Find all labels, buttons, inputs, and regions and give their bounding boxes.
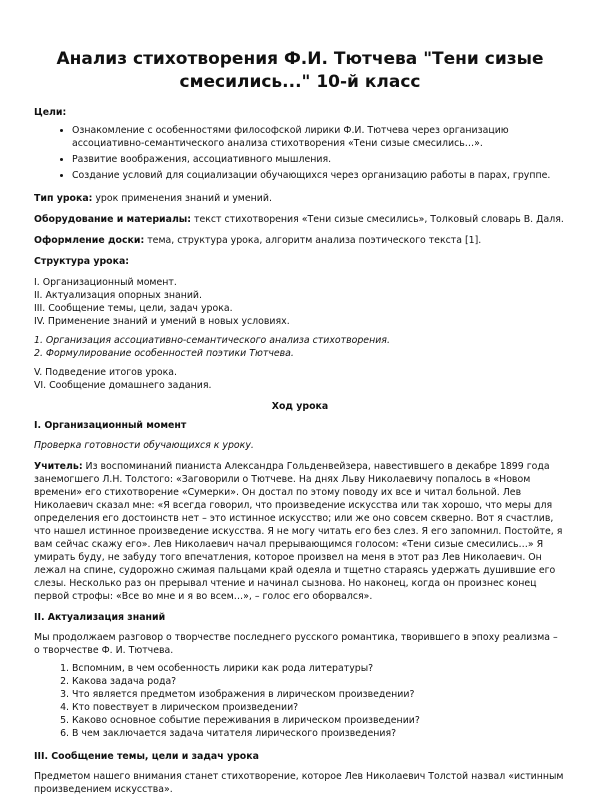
substage-item: 1. Организация ассоциативно-семантического анализа стихотворения.	[34, 335, 390, 346]
section-heading: I. Организационный момент	[34, 420, 187, 431]
lesson-type	[34, 192, 566, 205]
section-heading: II. Актуализация знаний	[34, 612, 166, 623]
goal-item: • Ознакомление с особенностями философской лирики Ф.И. Тютчева через организацию ассоциативно-семантического анализа стихотворения «Тени сизые смесились…».	[72, 124, 566, 150]
lesson-structure	[34, 255, 566, 392]
stage-item: IV. Применение знаний и умений в новых условиях.	[34, 316, 290, 327]
equipment-value: текст стихотворения «Тени сизые смесились», Толковый словарь В. Даля.	[191, 214, 564, 225]
readiness-check: Проверка готовности обучающихся к уроку.	[34, 440, 254, 451]
stage-item: V. Подведение итогов урока.	[34, 367, 178, 378]
equipment	[34, 213, 566, 226]
stage-item: III. Сообщение темы, цели, задач урока.	[34, 303, 233, 314]
document-title: Анализ стихотворения Ф.И. Тютчева "Тени сизые смесились..." 10-й класс	[56, 49, 544, 92]
goal-item: • Создание условий для социализации обучающихся через организацию работы в парах, группе.	[72, 169, 566, 182]
goal-item: • Развитие воображения, ассоциативного мышления.	[72, 153, 566, 166]
questions-list	[34, 662, 566, 740]
section-heading: III. Сообщение темы, цели и задач урока	[34, 751, 259, 762]
section-text: Предметом нашего внимания станет стихотворение, которое Лев Николаевич Толстой назвал «истинным произведением искусства».	[34, 771, 564, 795]
course-heading: Ход урока	[271, 401, 329, 412]
goals-block	[34, 106, 566, 182]
goals-label: Цели:	[34, 107, 67, 118]
board-value: тема, структура урока, алгоритм анализа поэтического текста [1].	[144, 235, 482, 246]
stage-item: I. Организационный момент.	[34, 277, 177, 288]
board-design	[34, 234, 566, 247]
section-intro: Мы продолжаем разговор о творчестве последнего русского романтика, творившего в эпоху реализма – о творчестве Ф. И. Тютчева.	[34, 632, 558, 656]
stage-item: VI. Сообщение домашнего задания.	[34, 380, 212, 391]
equipment-label: Оборудование и материалы:	[34, 214, 192, 225]
board-label: Оформление доски:	[34, 235, 145, 246]
stage-item: II. Актуализация опорных знаний.	[34, 290, 202, 301]
teacher-label: Учитель:	[34, 461, 83, 472]
lesson-type-value: урок применения знаний и умений.	[92, 193, 272, 204]
question-item: 5. Каково основное событие переживания в лирическом произведении?	[72, 714, 566, 727]
lesson-type-label: Тип урока:	[34, 193, 93, 204]
teacher-text: Из воспоминаний пианиста Александра Гольденвейзера, навестившего в декабре 1899 года занемогшего Л.Н. Толстого: «Заговорили о Тютчеве. На днях Льву Николаевичу попалось в «Новом времени» его стихотворение «Сумерки». Он достал по этому поводу их все и читал больной. Лев Николаевич сказал мне: «Я всегда говорил, что произведение искусства или так хорошо, что меры для определения его достоинств нет – это истинное искусство; или же оно совсем скверно. Вот я счастлив, что нашел истинное произведение искусства. Я не могу читать его без слез. Я его запомнил. Постойте, я вам сейчас скажу его». Лев Николаевич начал прерывающимся голосом: «Тени сизые смесились…» Я умирать буду, не забуду того впечатления, которое произвел на меня в этот раз Лев Николаевич. Он лежал на спине, судорожно сжимая пальцами край одеяла и тщетно стараясь удержать душившие его слезы. Несколько раз он прерывал чтение и начинал сызнова. Но наконец, когда он произнес конец первой строфы: «Все во мне и я во всем…», – голос его оборвался».	[34, 461, 563, 602]
question-item: 6. В чем заключается задача читателя лирического произведения?	[72, 727, 566, 740]
question-item: 1. Вспомним, в чем особенность лирики как рода литературы?	[72, 662, 566, 675]
question-item: 2. Какова задача рода?	[72, 675, 566, 688]
question-item: 3. Что является предметом изображения в лирическом произведении?	[72, 688, 566, 701]
question-item: 4. Кто повествует в лирическом произведении?	[72, 701, 566, 714]
structure-label: Структура урока:	[34, 256, 130, 267]
goals-list	[34, 124, 566, 182]
teacher-speech	[34, 460, 566, 603]
substage-item: 2. Формулирование особенностей поэтики Тютчева.	[34, 348, 294, 359]
